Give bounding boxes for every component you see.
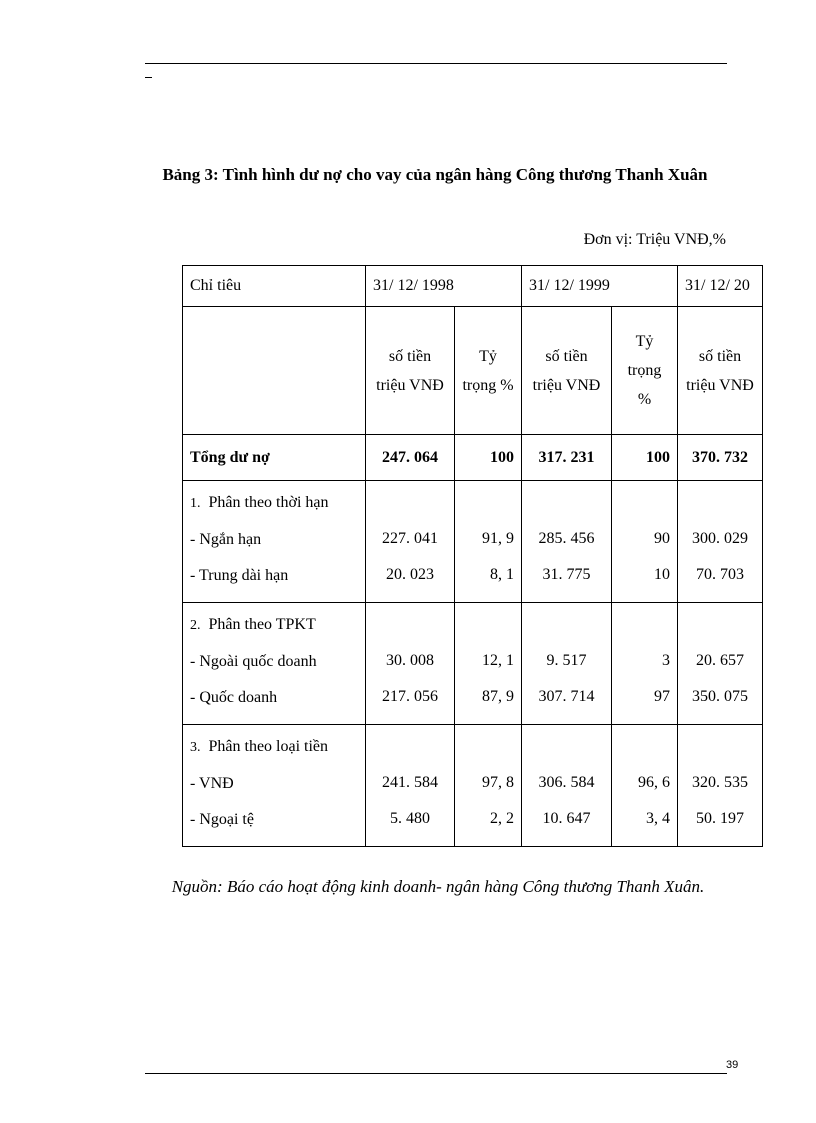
cell-value: 70. 703 [696,566,744,583]
cell-value: 300. 029 [692,530,748,547]
cell-value: 50. 197 [696,810,744,827]
header-label: Chỉ tiêu [183,266,366,307]
cell-value: 320. 535 [692,774,748,791]
header-rule [145,63,727,64]
total-1999-share: 100 [612,435,678,481]
cell-value: 91, 9 [482,530,514,547]
cell-value: 8, 1 [490,566,514,583]
cell-value: 5. 480 [390,810,430,827]
cell-value: 9. 517 [546,652,587,669]
total-1999-amount: 317. 231 [522,435,612,481]
cell-value: 96, 6 [638,774,670,791]
total-row [183,435,763,481]
cell-value: 97 [654,688,670,705]
total-label: Tổng dư nợ [183,435,366,481]
cell-value: 97, 8 [482,774,514,791]
cell-value: 2, 2 [490,810,514,827]
date-1999: 31/ 12/ 1999 [522,266,678,307]
cell-value: 87, 9 [482,688,514,705]
cell-value: 12, 1 [482,652,514,669]
cell-value: 307. 714 [538,688,595,705]
cell-value: 227. 041 [382,530,438,547]
total-2000-amount: 370. 732 [678,435,763,481]
amount-header-partial: số tiền triệu VNĐ [678,307,763,435]
group-title: 1. Phân theo thời hạn [190,494,329,511]
page-number: 39 [726,1059,739,1071]
header-row [183,266,763,307]
cell-value: 217. 056 [382,688,438,705]
cell-value: 10 [654,566,670,583]
cell-value: 31. 775 [542,566,591,583]
share-header: Tỷ trọng % [455,307,522,435]
unit-note: Đơn vị: Triệu VNĐ,% [583,231,726,248]
total-1998-amount: 247. 064 [366,435,455,481]
date-2000: 31/ 12/ 20 [678,266,763,307]
group-title: 3. Phân theo loại tiền [190,738,329,755]
cell-value: 306. 584 [538,774,595,791]
source-note: Nguồn: Báo cáo hoạt động kinh doanh- ngân hàng Công thương Thanh Xuân. [171,877,705,896]
cell-value: 20. 657 [696,652,744,669]
amount-header: số tiền triệu VNĐ [522,307,612,435]
loan-table [182,265,763,847]
cell-value: 30. 008 [386,652,434,669]
group-row-currency [183,725,763,847]
cell-value: 285. 456 [538,530,595,547]
row-label: - VNĐ [190,775,234,792]
cell-value: 3, 4 [646,810,670,827]
row-label: - Ngoại tệ [190,811,254,828]
row-label: - Trung dài hạn [190,567,289,584]
cell-value: 20. 023 [386,566,434,583]
group-title: 2. Phân theo TPKT [190,616,316,633]
cell-value: 3 [662,652,670,669]
cell-value: 90 [654,530,670,547]
header-dash [145,77,152,78]
cell-value: 10. 647 [542,810,591,827]
subheader-row [183,307,763,435]
date-1998: 31/ 12/ 1998 [366,266,522,307]
share-header: Tỷ trọng % [612,307,678,435]
group-row-sector [183,603,763,725]
row-label: - Ngoài quốc doanh [190,653,317,670]
row-label: - Ngắn hạn [190,531,262,548]
footer-rule [145,1073,727,1074]
cell-value: 241. 584 [382,774,438,791]
row-label: - Quốc doanh [190,689,278,706]
cell-value: 350. 075 [692,688,748,705]
amount-header: số tiền triệu VNĐ [366,307,455,435]
group-row-term [183,481,763,603]
total-1998-share: 100 [455,435,522,481]
table-title: Bảng 3: Tình hình dư nợ cho vay của ngân hàng Công thương Thanh Xuân [162,165,708,184]
